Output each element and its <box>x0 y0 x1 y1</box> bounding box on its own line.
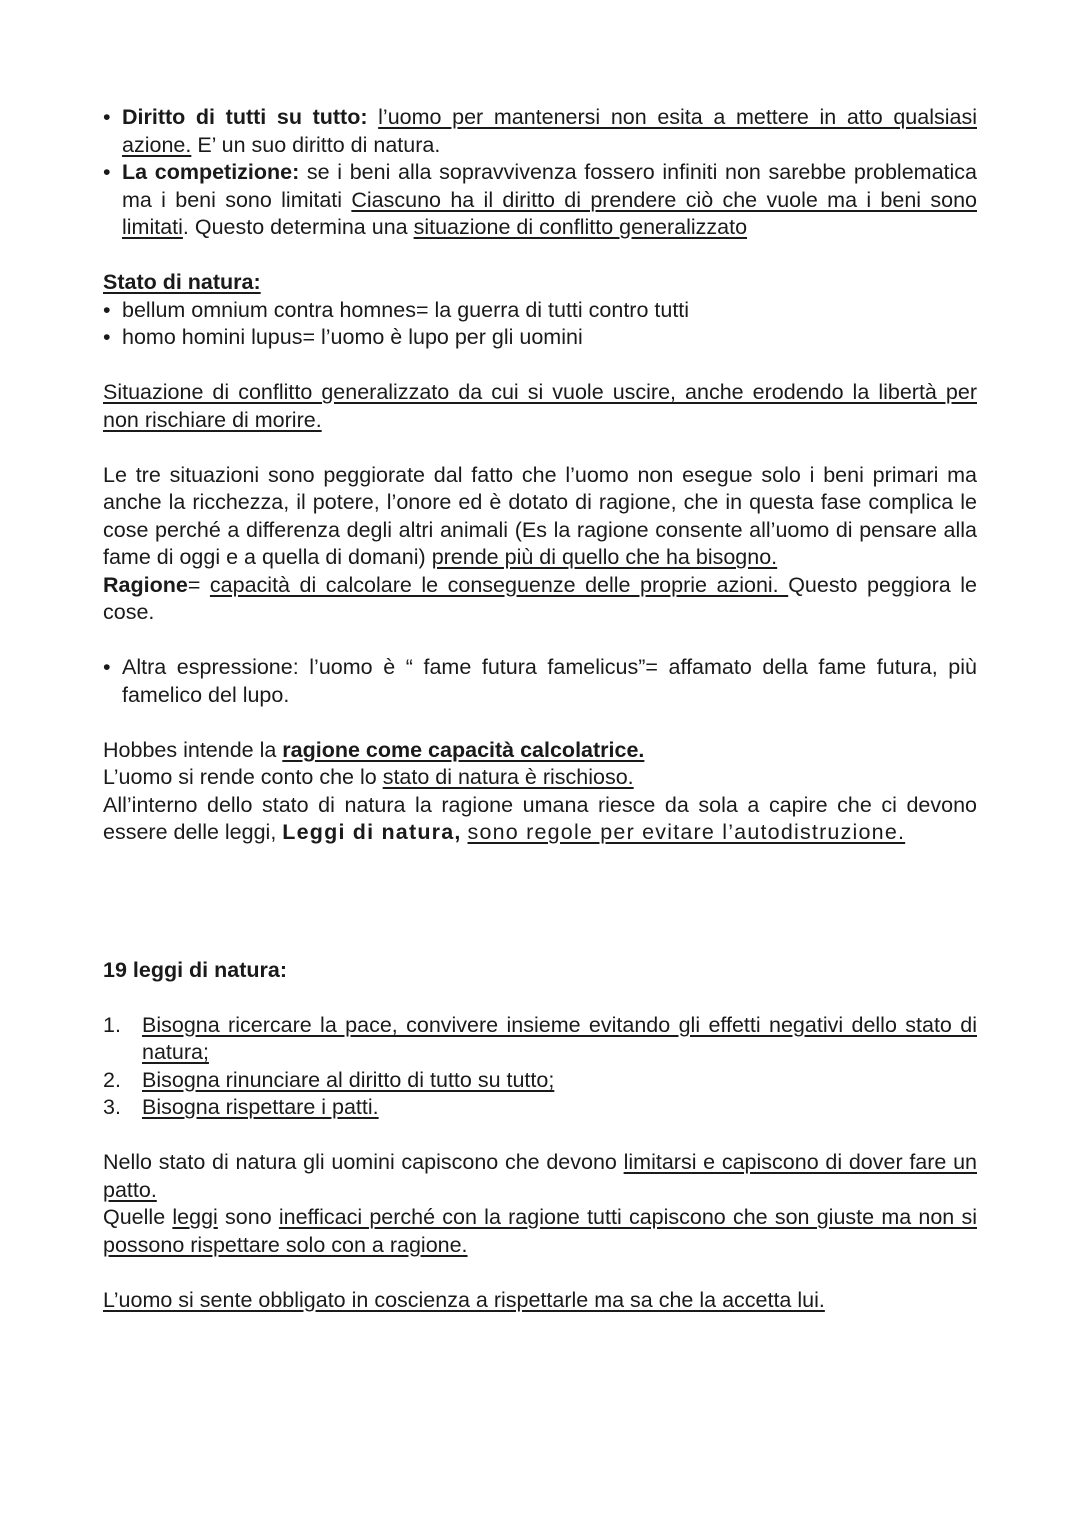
underlined-text: Bisogna rispettare i patti. <box>142 1095 379 1119</box>
stato-heading-text: Stato di natura: <box>103 270 261 294</box>
list-item <box>103 1012 977 1067</box>
leggi-heading <box>103 957 977 985</box>
underlined-text: Ciascuno ha il diritto di prendere ciò che vuole ma i beni sono limitati <box>122 187 977 239</box>
bullet-diritto <box>103 104 977 159</box>
text-span: L’uomo si rende conto che lo <box>103 765 383 789</box>
list-number: 2. <box>103 1067 121 1092</box>
ragione-paragraph <box>103 572 977 627</box>
stato-heading <box>103 269 977 297</box>
bullet-competizione <box>103 159 977 242</box>
underlined-text: situazione di conflitto generalizzato <box>413 215 748 239</box>
tre-situazioni-paragraph <box>103 462 977 572</box>
text-span: Quelle <box>103 1205 173 1229</box>
text-span: Le tre situazioni sono peggiorate dal fatto che l’uomo non esegue solo i beni primari ma anche la ricchezza, il potere, l’onore ed è dotato di ragione, che in questa fase complica le cose perché a differenza degli altri animali (Es la ragione consente all’uomo di pensare alla fame di oggi e a quella di domani) <box>103 462 977 569</box>
text-span: Hobbes intende la <box>103 737 283 762</box>
text-span: se i beni alla sopravvivenza fossero infiniti non sarebbe problematica ma i beni sono limitati <box>122 160 977 212</box>
underlined-text: stato di natura è rischioso. <box>382 765 634 789</box>
list-item: • Altra espressione: l’uomo è “ fame futura famelicus”= affamato della fame futura, più famelico del lupo. <box>103 654 977 709</box>
leggi-natura-term: Leggi di natura, <box>282 820 462 844</box>
underlined-text: Bisogna rinunciare al diritto di tutto su tutto; <box>142 1067 555 1092</box>
text-span: E’ un suo diritto di natura. <box>191 132 441 157</box>
list-item: • homo homini lupus= l’uomo è lupo per gli uomini <box>103 324 977 352</box>
underlined-text: sono regole per evitare l’autodistruzione. <box>467 820 906 844</box>
uomo-rende-paragraph <box>103 764 977 792</box>
underlined-text: limitarsi e capiscono di dover fare un patto. <box>103 1150 978 1202</box>
text-span: . Questo determina una <box>182 215 414 239</box>
allinterno-paragraph <box>103 792 977 847</box>
bullet-competizione-title: La competizione: <box>122 160 300 184</box>
list-item: • bellum omnium contra homnes= la guerra di tutti contro tutti <box>103 297 977 325</box>
underlined-text: Bisogna ricercare la pace, convivere insieme evitando gli effetti negativi dello stato di natura; <box>142 1012 977 1064</box>
list-item <box>103 1094 977 1122</box>
underlined-text: prende più di quello che ha bisogno. <box>431 545 778 569</box>
text-span: = <box>187 572 210 597</box>
nello-stato-paragraph <box>103 1149 977 1204</box>
underlined-text: L’uomo si sente obbligato in coscienza a rispettarle ma sa che la accetta lui. <box>103 1287 825 1312</box>
bold-underlined-text: ragione come capacità calcolatrice. <box>282 737 645 762</box>
intro-bullet-list <box>103 104 977 242</box>
finale-paragraph <box>103 1287 977 1315</box>
text-span: Questo peggiora le cose. <box>103 572 977 624</box>
underlined-text: inefficaci perché con la ragione tutti capiscono che son giuste ma non si possono rispettare solo con a ragione. <box>103 1205 978 1257</box>
hobbes-paragraph <box>103 737 977 765</box>
list-number: 1. <box>103 1012 121 1037</box>
underlined-text: Situazione di conflitto generalizzato da cui si vuole uscire, anche erodendo la libertà per non rischiare di morire. <box>103 380 977 432</box>
bullet-diritto-title: Diritto di tutti su tutto: <box>122 105 368 129</box>
stato-list <box>103 297 977 352</box>
altra-bullet-list <box>103 654 977 709</box>
text-span: Nello stato di natura gli uomini capiscono che devono <box>103 1150 624 1174</box>
leggi-heading-text: 19 leggi di natura: <box>103 957 287 982</box>
list-number: 3. <box>103 1095 121 1119</box>
text-span: All’interno dello stato di natura la ragione umana riesce da sola a capire che ci devono essere delle leggi, <box>103 792 977 844</box>
ragione-term: Ragione <box>103 572 188 597</box>
leggi-numbered-list <box>103 1012 977 1122</box>
document-page <box>103 104 977 1314</box>
text-span: sono <box>217 1205 279 1229</box>
quelle-leggi-paragraph <box>103 1204 977 1259</box>
underlined-text: l’uomo per mantenersi non esita a mettere in atto qualsiasi azione. <box>122 105 977 157</box>
situazione-paragraph <box>103 379 977 434</box>
underlined-text: capacità di calcolare le conseguenze delle proprie azioni. <box>209 572 789 597</box>
underlined-text: leggi <box>172 1205 218 1229</box>
list-item <box>103 1067 977 1095</box>
